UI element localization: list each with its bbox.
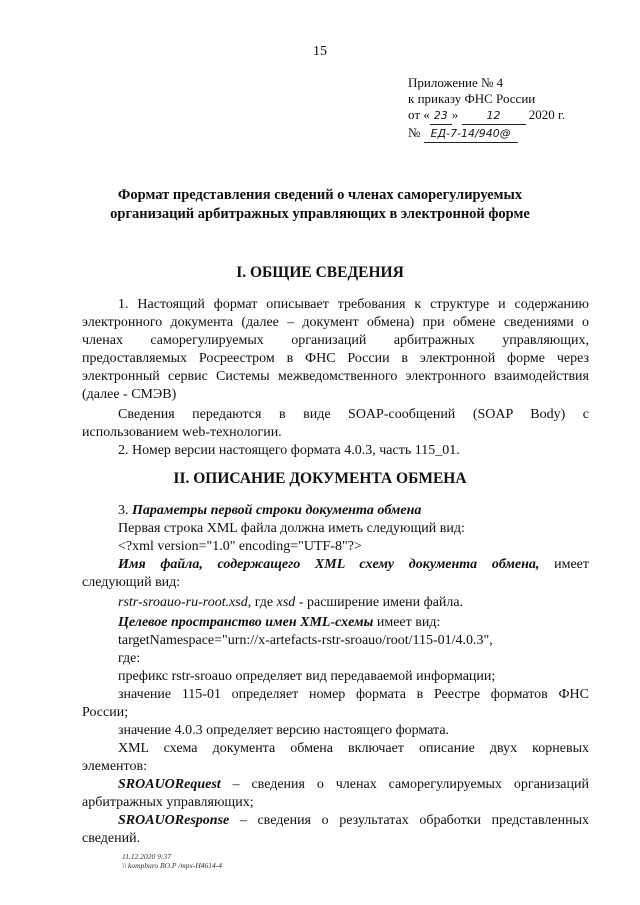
annex-date: от « 23 » 12 2020 г.	[408, 107, 565, 125]
page-number: 15	[313, 44, 327, 59]
file-name-value: rstr-sroauo-ru-root.xsd, где xsd - расширение имени файла.	[118, 595, 464, 610]
annex-line2: к приказу ФНС России	[408, 91, 536, 106]
xml-declaration: <?xml version="1.0" encoding="UTF-8"?>	[118, 539, 362, 554]
handwritten-month: 12	[462, 108, 526, 125]
section2-heading: II. ОПИСАНИЕ ДОКУМЕНТА ОБМЕНА	[173, 470, 467, 487]
handwritten-day: 23	[430, 108, 452, 125]
file-name-line: Имя файла, содержащего XML схему документа обмена, имеет	[118, 557, 589, 572]
annex-number: № ЕД-7-14/940@	[408, 125, 565, 143]
item3-heading: 3. Параметры первой строки документа обмена	[118, 503, 422, 518]
section1-paragraph2: Сведения передаются в виде SOAP-сообщений (SOAP Body) с использованием web-технологии. 2. Номер версии настоящего формата 4.0.3, часть 115_01.	[82, 407, 589, 458]
handwritten-number: ЕД-7-14/940@	[424, 126, 518, 143]
annex-line1: Приложение № 4	[408, 75, 504, 90]
namespace-value: targetNamespace="urn://x-artefacts-rstr-sroauo/root/115-01/4.0.3",	[118, 633, 493, 648]
section1-heading: I. ОБЩИЕ СВЕДЕНИЯ	[236, 264, 404, 281]
annex-block	[408, 75, 565, 143]
section2-body: 3. Параметры первой строки документа обмена Первая строка XML файла должна иметь следующий вид: <?xml version="1.0" encoding="UTF-8"?> Имя файла, содержащего XML схему документа обмена, имеет следующий вид: rstr-sroauo-ru-root.xsd, где xsd - расширение имени файла. Целевое пространство имен XML-схемы имеет вид: targetNamespace="urn://x-artefacts-rstr-sroauo/root/115-01/4.0.3", где: префикс rstr-sroauo определяет вид передаваемой информации; значение 115-01 определяет номер формата в Реестре форматов ФНС России; значение 4.0.3 определяет версию настоящего формата. XML схема документа обмена включает описание двух корневых элементов: SROAUORequest – сведения о членах саморегулируемых организаций арбитражных управляющих; SROAUOResponse – сведения о результатах обработки представленных сведений.	[82, 503, 589, 846]
namespace-label: Целевое пространство имен XML-схемы имеет вид:	[118, 615, 441, 630]
root-response: SROAUOResponse – сведения о результатах обработки представленных	[118, 813, 589, 828]
footer-stamp: 11.12.2020 9:37 \\ kompburo BO.P /mpx-H4614-4	[122, 852, 222, 870]
document-title: Формат представления сведений о членах саморегулируемых организаций арбитражных управляющих в электронной форме	[110, 187, 530, 222]
root-request: SROAUORequest – сведения о членах саморегулируемых организаций	[118, 777, 589, 792]
section1-paragraph1: 1. Настоящий формат описывает требования к структуре и содержанию электронного документа (далее – документ обмена) при обмене сведениями о членах саморегулируемых организаций арбитражных управляющих, предоставляемых Росреестром в ФНС России в электронной форме через электронный сервис Системы межведомственного электронного взаимодействия (далее - СМЭВ)	[82, 297, 589, 402]
